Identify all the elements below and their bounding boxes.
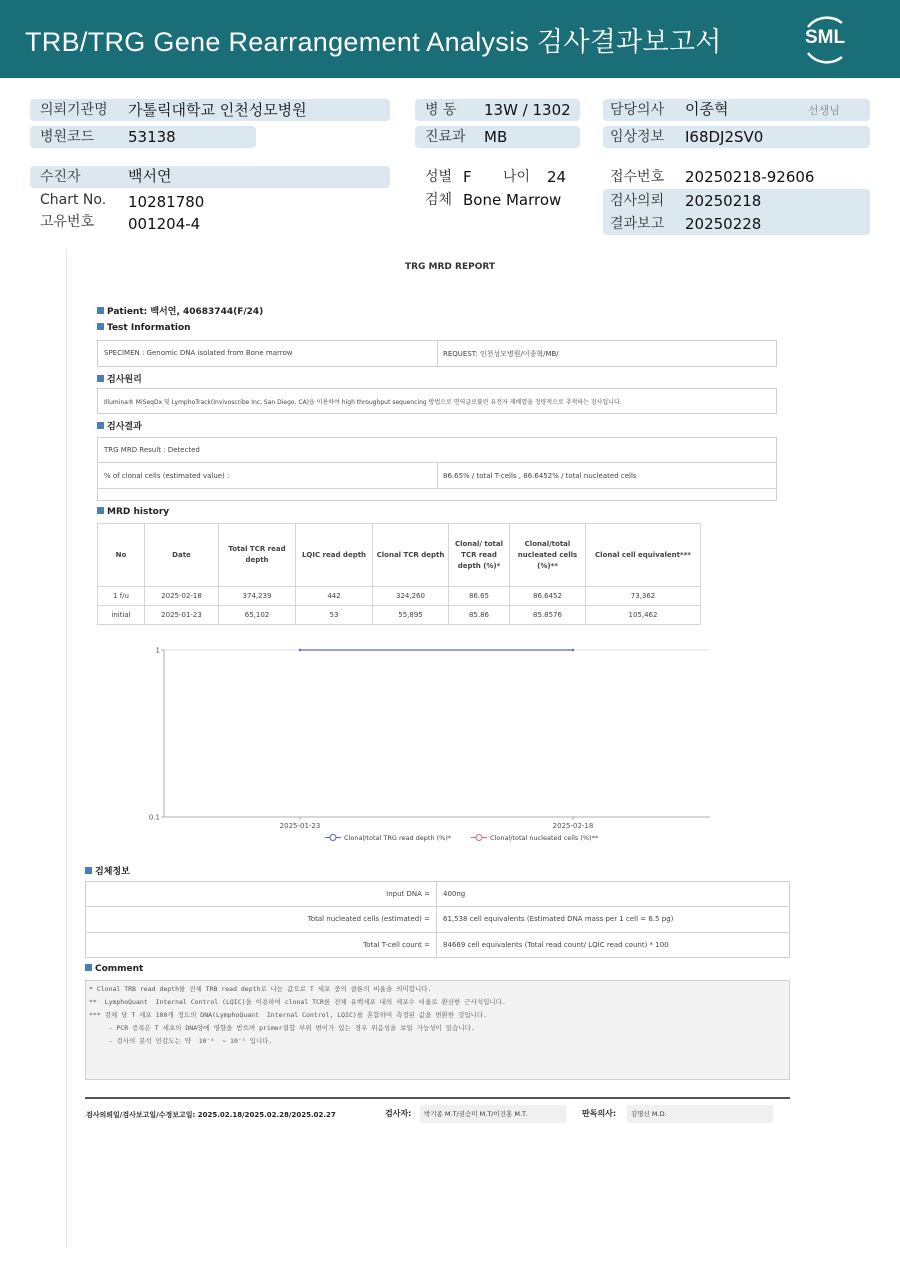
bullet-icon bbox=[85, 867, 92, 874]
mrd-chart bbox=[140, 640, 720, 850]
legend-label: Clonal/total nucleated cells (%)** bbox=[490, 834, 599, 842]
request-text: REQUEST: 인천성모병원/이종혁/MB/ bbox=[443, 350, 559, 358]
table-cell: 2025-01-23 bbox=[145, 606, 219, 625]
patient-value: 백서연 bbox=[128, 167, 172, 185]
specimen-info-box bbox=[85, 881, 790, 958]
header-cell: Total TCR read depth bbox=[219, 524, 296, 587]
bullet-icon bbox=[97, 323, 104, 330]
patient-row-bg bbox=[30, 166, 390, 188]
principle-heading bbox=[97, 372, 142, 385]
doctor-suffix: 선생님 bbox=[808, 104, 840, 117]
table-cell: 53 bbox=[296, 606, 373, 625]
unique-no-label: 고유번호 bbox=[40, 214, 95, 230]
divider bbox=[437, 340, 438, 367]
patient-line bbox=[97, 304, 263, 317]
report-header bbox=[0, 0, 900, 78]
spec-label: Total nucleated cells (estimated) = bbox=[307, 915, 430, 923]
institution-value: 가톨릭대학교 인천성모병원 bbox=[128, 101, 307, 119]
table-cell: 73,362 bbox=[586, 587, 701, 606]
table-cell: 86.6452 bbox=[510, 587, 586, 606]
sex-label: 성별 bbox=[425, 169, 453, 185]
result-line: TRG MRD Result : Detected bbox=[104, 446, 200, 454]
specimen-info-heading bbox=[85, 864, 130, 877]
divider bbox=[85, 932, 790, 933]
x-tick-label: 2025-02-18 bbox=[552, 822, 594, 830]
result-heading bbox=[97, 419, 142, 432]
footer-rule bbox=[85, 1097, 790, 1099]
bullet-icon bbox=[97, 507, 104, 514]
spec-value: 84669 cell equivalents (Total read count/ LQIC read count) * 100 bbox=[443, 941, 669, 949]
table-cell: 65,102 bbox=[219, 606, 296, 625]
doctor-value: 이종혁 bbox=[685, 100, 729, 118]
spec-label: Input DNA = bbox=[386, 890, 430, 898]
age-value: 24 bbox=[547, 168, 567, 186]
dept-value: MB bbox=[484, 128, 508, 146]
bullet-icon bbox=[85, 964, 92, 971]
hospital-code-label: 병원코드 bbox=[40, 129, 95, 145]
specimen-value: Bone Marrow bbox=[463, 191, 562, 209]
spec-label: Total T-cell count = bbox=[363, 941, 430, 949]
bullet-icon bbox=[97, 422, 104, 429]
table-cell: 1 f/u bbox=[98, 587, 145, 606]
result-date-label: 결과보고 bbox=[610, 216, 665, 232]
divider bbox=[437, 462, 438, 488]
table-cell: 55,895 bbox=[373, 606, 449, 625]
reader-value: 김명신 M.D. bbox=[627, 1105, 773, 1123]
hospital-code-value: 53138 bbox=[128, 128, 176, 146]
table-cell: 2025-02-18 bbox=[145, 587, 219, 606]
tester-value: 박기종 M.T/권승미 M.T/이건홍 M.T. bbox=[420, 1105, 566, 1123]
table-row bbox=[98, 606, 701, 625]
table-cell: 86.65 bbox=[449, 587, 510, 606]
age-label: 나이 bbox=[503, 169, 531, 185]
legend-swatch-marker bbox=[476, 835, 482, 841]
comment-line: - 검사의 분석 민감도는 약 10⁻⁴ ~ 10⁻⁵ 입니다. bbox=[89, 1037, 273, 1045]
specimen-text: SPECIMEN : Genomic DNA isolated from Bone marrow bbox=[104, 349, 293, 357]
doctor-label: 담당의사 bbox=[610, 102, 665, 118]
table-cell: 85.8576 bbox=[510, 606, 586, 625]
table-cell: 442 bbox=[296, 587, 373, 606]
comment-title: Comment bbox=[95, 964, 144, 974]
comment-box bbox=[85, 980, 790, 1080]
divider bbox=[436, 881, 437, 958]
table-cell: 374,239 bbox=[219, 587, 296, 606]
divider bbox=[85, 906, 790, 907]
history-title: MRD history bbox=[107, 507, 170, 517]
patient-line-text: Patient: 백서연, 40683744(F/24) bbox=[107, 307, 264, 317]
legend-swatch-marker bbox=[330, 835, 336, 841]
y-tick-label: 1 bbox=[155, 646, 160, 655]
comment-line: * Clonal TRB read depth를 전체 TRB read depth로 나눈 값으로 T 세포 중의 클론의 비율을 의미합니다. bbox=[89, 985, 432, 993]
comment-heading bbox=[85, 964, 143, 974]
header-cell: Clonal/ total TCR read depth (%)* bbox=[449, 524, 510, 587]
x-tick-label: 2025-01-23 bbox=[279, 822, 321, 830]
table-cell: 85.86 bbox=[449, 606, 510, 625]
report-left-border bbox=[66, 250, 67, 1248]
table-row bbox=[98, 587, 701, 606]
comment-line: ** LymphoQuant Internal Control (LQIC)을 이용하여 clonal TCR를 전체 유핵세포 내의 세포수 비율로 환산한 근사치입니다. bbox=[89, 998, 506, 1006]
y-tick-label: 0.1 bbox=[148, 813, 160, 822]
comment-line: - PCR 증폭은 T 세포의 DNA양에 영향을 받으며 primer결합 부위 변이가 있는 경우 위음성을 보일 가능성이 있습니다. bbox=[89, 1024, 475, 1032]
dept-label: 진료과 bbox=[425, 129, 466, 145]
data-point bbox=[299, 649, 301, 651]
clinical-value: I68DJ2SV0 bbox=[685, 128, 764, 146]
comment-line: *** 검체 당 T 세포 100개 정도의 DNA(LymphoQuant Internal Control, LQIC)를 혼합하여 측정된 값을 변환한 것입니다. bbox=[89, 1011, 488, 1019]
footer-dates: 검사의뢰일/검사보고일/수정보고일: 2025.02.18/2025.02.28/2025.02.27 bbox=[86, 1111, 336, 1119]
request-label: 검사의뢰 bbox=[610, 193, 665, 209]
spec-value: 61,538 cell equivalents (Estimated DNA mass per 1 cell = 6.5 pg) bbox=[443, 915, 674, 923]
logo-text: SML bbox=[804, 27, 846, 48]
mrd-history-heading bbox=[97, 507, 169, 517]
divider bbox=[97, 488, 777, 489]
spec-value: 400ng bbox=[443, 890, 466, 898]
data-point bbox=[572, 649, 574, 651]
tester-label: 검사자: bbox=[385, 1109, 412, 1118]
report-title: TRB/TRG Gene Rearrangement Analysis 검사결과보고서 bbox=[25, 27, 722, 57]
specimen-info-title: 검체정보 bbox=[95, 867, 130, 877]
table-cell: initial bbox=[98, 606, 145, 625]
mrd-history-table bbox=[97, 523, 701, 625]
mrd-report-title: TRG MRD REPORT bbox=[404, 262, 496, 272]
ward-label: 병 동 bbox=[425, 102, 457, 118]
clonal-value: 86.65% / total T-cells , 86.6452% / total nucleated cells bbox=[443, 472, 637, 480]
specimen-label: 검체 bbox=[425, 192, 453, 208]
receipt-label: 접수번호 bbox=[610, 169, 665, 185]
clonal-label: % of clonal cells (estimated value) : bbox=[104, 472, 230, 480]
bullet-icon bbox=[97, 375, 104, 382]
sex-value: F bbox=[463, 168, 472, 186]
principle-title: 검사원리 bbox=[107, 375, 142, 385]
header-cell: Clonal TCR depth bbox=[373, 524, 449, 587]
ward-value: 13W / 1302 bbox=[484, 101, 571, 119]
legend-label: Clonal/total TRG read depth (%)* bbox=[344, 834, 452, 842]
test-info-heading bbox=[97, 323, 191, 333]
patient-label: 수진자 bbox=[40, 169, 81, 185]
table-cell: 105,462 bbox=[586, 606, 701, 625]
request-value: 20250218 bbox=[685, 192, 762, 210]
unique-no-value: 001204-4 bbox=[128, 215, 201, 233]
header-cell: LQIC read depth bbox=[296, 524, 373, 587]
test-info-title: Test Information bbox=[107, 323, 191, 333]
receipt-value: 20250218-92606 bbox=[685, 168, 815, 186]
header-cell: Date bbox=[145, 524, 219, 587]
sml-logo bbox=[798, 13, 852, 65]
header-cell: No bbox=[98, 524, 145, 587]
chart-no-label: Chart No. bbox=[40, 192, 107, 208]
principle-text: Illumina® MiSeqDx 및 LymphoTrack(Invivoscribe Inc, San Diego, CA)을 이용하여 high throughput sequencing 방법으로 면역글로불린 유전자 재배열을 정량적으로 추적하는 검사입니다. bbox=[104, 399, 622, 406]
result-title: 검사결과 bbox=[107, 422, 142, 432]
clinical-label: 임상정보 bbox=[610, 129, 665, 145]
result-date-value: 20250228 bbox=[685, 215, 762, 233]
bullet-icon bbox=[97, 307, 104, 314]
header-cell: Clonal/total nucleated cells (%)** bbox=[510, 524, 586, 587]
chart-no-value: 10281780 bbox=[128, 193, 205, 211]
table-cell: 324,260 bbox=[373, 587, 449, 606]
reader-label: 판독의사: bbox=[582, 1109, 617, 1118]
header-cell: Clonal cell equivalent*** bbox=[586, 524, 701, 587]
institution-label: 의뢰기관명 bbox=[40, 102, 108, 118]
table-header-row bbox=[98, 524, 701, 587]
